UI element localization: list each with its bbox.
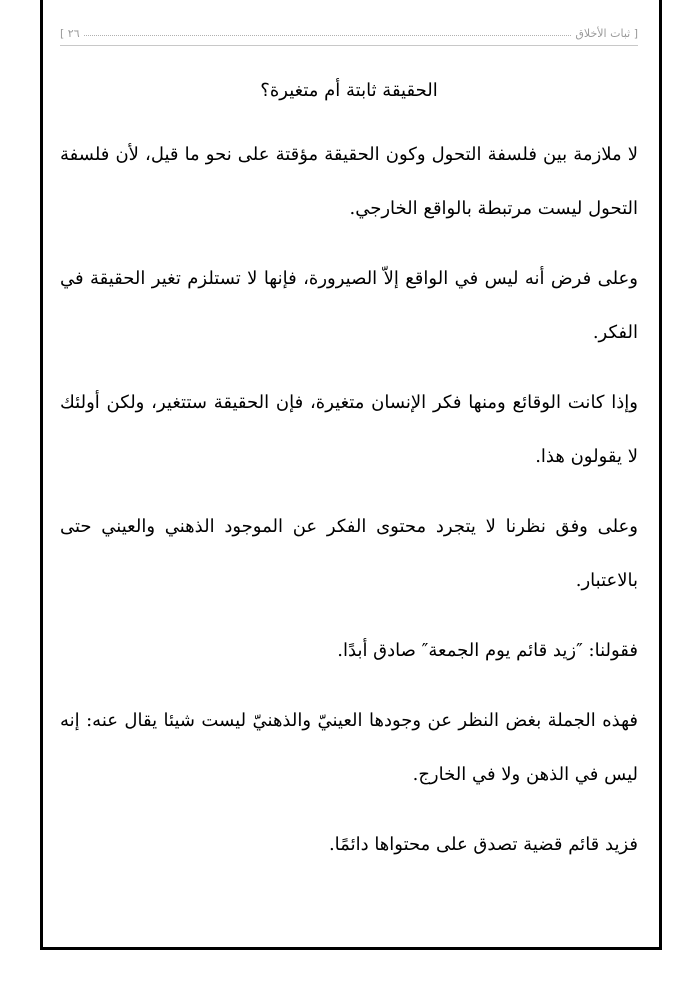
header-divider — [60, 45, 638, 46]
paragraph: فهذه الجملة بغض النظر عن وجودها العينيّ والذهنيّ ليست شيئا يقال عنه: إنه ليس في الذهن ولا في الخارج. — [60, 710, 638, 785]
paragraph: وإذا كانت الوقائع ومنها فكر الإنسان متغيرة، فإن الحقيقة ستتغير، ولكن أولئك لا يقولون هذا. — [60, 392, 638, 467]
running-header — [60, 20, 638, 40]
paragraph: وعلى وفق نظرنا لا يتجرد محتوى الفكر عن الموجود الذهني والعيني حتى بالاعتبار. — [60, 516, 638, 591]
paragraph: لا ملازمة بين فلسفة التحول وكون الحقيقة مؤقتة على نحو ما قيل، لأن فلسفة التحول ليست مرتبطة بالواقع الخارجي. — [60, 144, 638, 219]
paragraph: فزيد قائم قضية تصدق على محتواها دائمًا. — [328, 834, 638, 855]
section-heading: الحقيقة ثابتة أم متغيرة؟ — [260, 80, 438, 101]
header-dotted-leader — [84, 35, 572, 36]
header-page-number: ٢٦ ] — [60, 27, 80, 40]
paragraph: وعلى فرض أنه ليس في الواقع إلاّ الصيرورة، فإنها لا تستلزم تغير الحقيقة في الفكر. — [60, 268, 638, 343]
paragraph: فقولنا: ″زيد قائم يوم الجمعة″ صادق أبدًا. — [337, 640, 638, 661]
header-book-title: [ ثبات الأخلاق — [575, 27, 638, 40]
page-body — [60, 70, 638, 888]
